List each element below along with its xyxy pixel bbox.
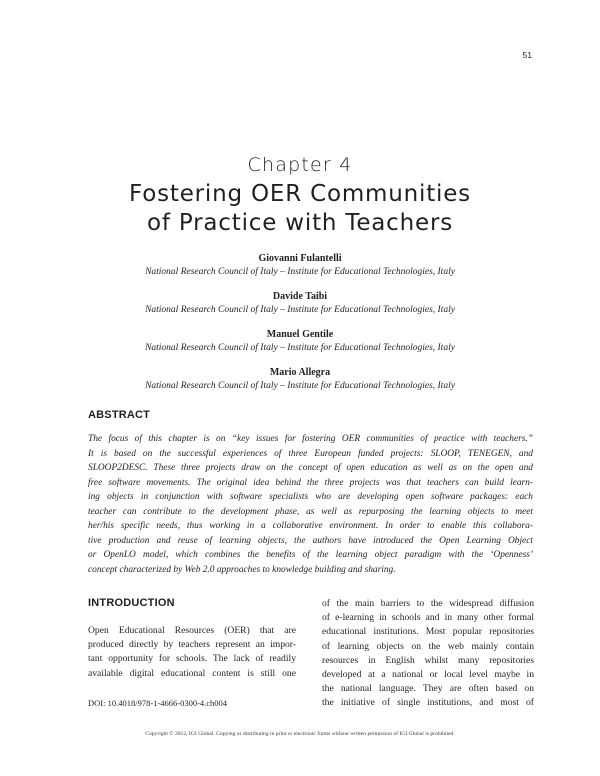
author-block (0, 328, 600, 366)
abstract-line: free software movements. The original idea behind the three projects was that teachers can build learn- (88, 477, 533, 488)
body-line: the national language. They are often based on (322, 683, 534, 695)
abstract-line: ing objects in conjunction with software specialists who are developing open software packages: each (88, 492, 533, 502)
abstract-line: or OpenLO model, which combines the benefits of the learning object paradigm with the ‘Openness’ (88, 550, 533, 560)
body-line: of the main barriers to the widespread diffusion (322, 598, 534, 609)
doi: DOI: 10.4018/978-1-4666-0300-4.ch004 (88, 698, 228, 708)
copyright-footer: Copyright © 2012, IGI Global. Copying or distributing in print or electronic forms without written permission of IGI Global is prohibited. (145, 731, 455, 737)
abstract-heading: ABSTRACT (88, 409, 151, 421)
abstract-body (88, 432, 533, 577)
chapter-title (0, 180, 600, 238)
chapter-label: Chapter 4 (247, 154, 353, 176)
abstract-line: tive production and reuse of learning objects, the authors have introduced the Open Learning Object (88, 535, 533, 546)
body-line: developed at a national or local level maybe in (322, 669, 534, 681)
body-line: Open Educational Resources (OER) that are (88, 625, 296, 636)
introduction-left-column (88, 624, 296, 681)
introduction-right-column (322, 597, 534, 711)
author-affiliation: National Research Council of Italy – Institute for Educational Technologies, Italy (145, 343, 455, 353)
body-line: educational institutions. Most popular repositories (322, 626, 534, 638)
author-name: Davide Taibi (272, 291, 328, 302)
abstract-line: concept characterized by Web 2.0 approaches to knowledge building and sharing. (88, 564, 396, 575)
author-affiliation: National Research Council of Italy – Institute for Educational Technologies, Italy (145, 381, 455, 391)
author-name: Manuel Gentile (266, 329, 334, 340)
body-line: of e-learning in schools and in many other formal (322, 612, 534, 624)
body-line: available digital educational content is still one (88, 667, 296, 679)
abstract-line: It is based on the successful experiences of three European funded projects: SLOOP, TENEGEN, and (88, 448, 533, 459)
author-name: Giovanni Fulantelli (258, 253, 342, 264)
author-name: Mario Allegra (269, 367, 331, 378)
author-block (0, 366, 600, 404)
abstract-line: her/his specific needs, thus working in a collaborative environment. In order to enable this collabora- (88, 521, 533, 531)
chapter-title-line: of Practice with Teachers (147, 210, 453, 236)
body-line: resources in English whilst many repositories (322, 654, 534, 666)
body-line: tant opportunity for schools. The lack of readily (88, 653, 296, 665)
abstract-line: SLOOP2DESC. These three projects draw on the concept of open education as well as on the open and (88, 463, 533, 473)
abstract-line: The focus of this chapter is on “key issues for fostering OER communities of practice with teachers.” (88, 434, 533, 444)
page-number: 51 (522, 50, 532, 60)
author-affiliation: National Research Council of Italy – Institute for Educational Technologies, Italy (145, 267, 455, 277)
body-line: the initiative of single institutions, and most of (322, 697, 534, 709)
abstract-line: teacher can contribute to the development phase, as well as repurposing the learning objects to meet (88, 506, 533, 517)
author-block (0, 252, 600, 290)
introduction-heading: INTRODUCTION (88, 597, 175, 609)
author-list (0, 252, 600, 404)
chapter-title-line: Fostering OER Communities (129, 181, 471, 207)
body-line: of learning objects on the web mainly contain (322, 640, 534, 652)
author-block (0, 290, 600, 328)
author-affiliation: National Research Council of Italy – Institute for Educational Technologies, Italy (145, 305, 455, 315)
body-line: produced directly by teachers represent an impor- (88, 639, 296, 651)
